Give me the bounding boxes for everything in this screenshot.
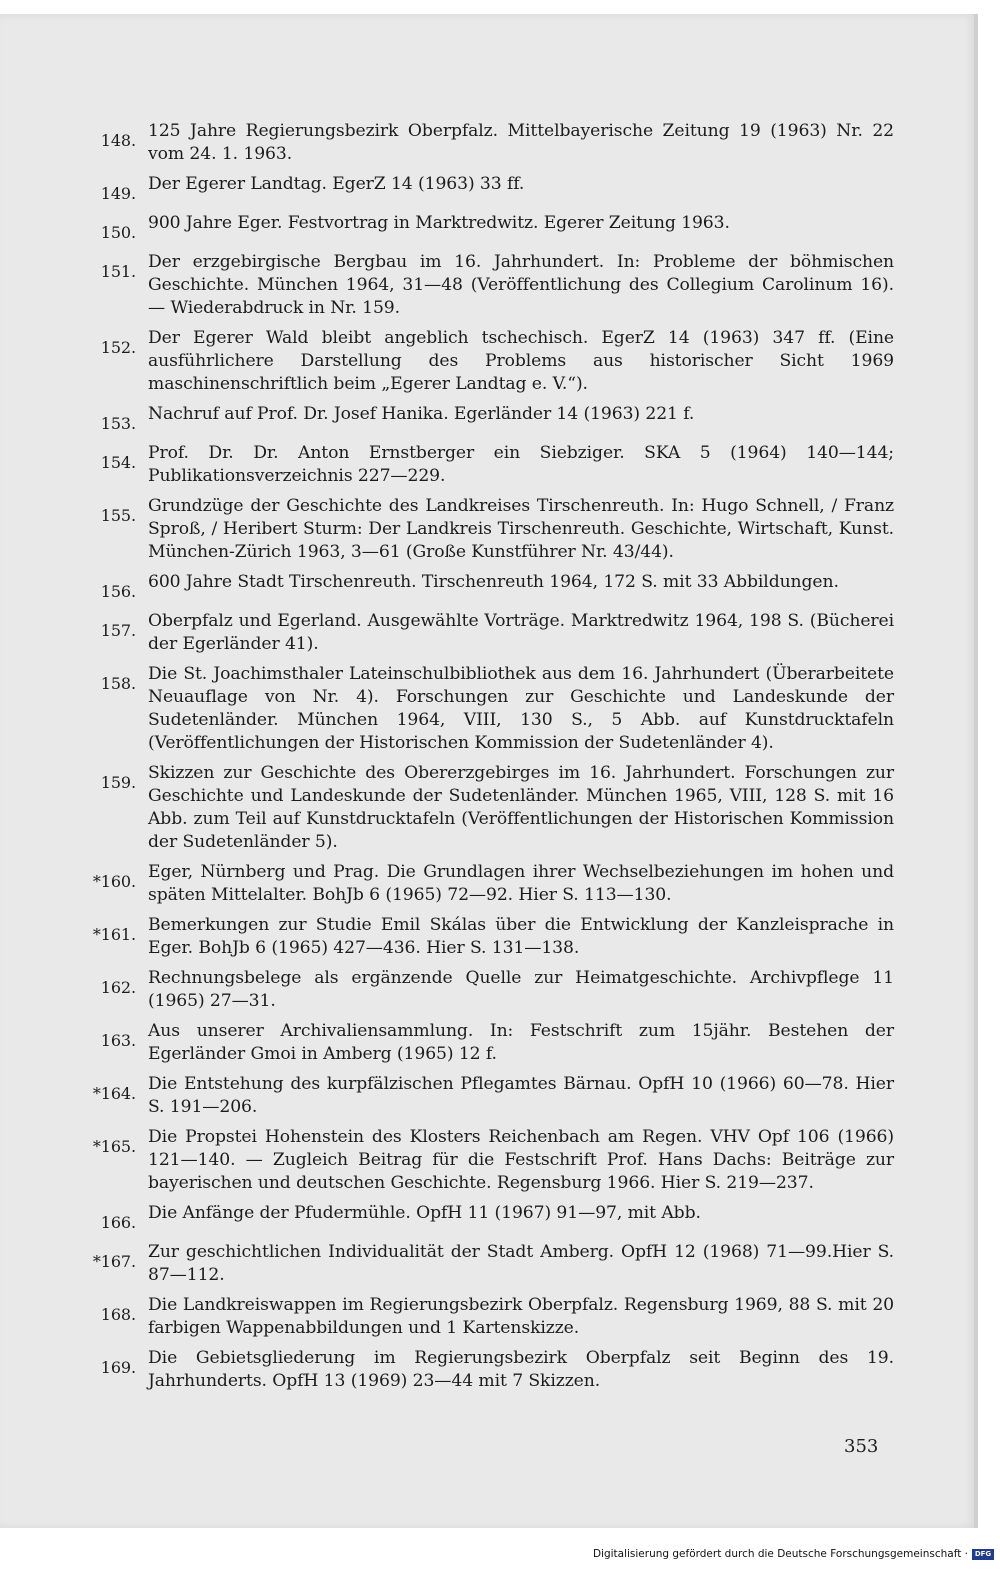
list-item — [82, 1020, 894, 1066]
entry-number: 153. — [100, 414, 136, 433]
entry-text: Aus unserer Archivaliensammlung. In: Festschrift zum 15jähr. Bestehen der Egerländer Gmoi in Amberg (1965) 12 f. — [148, 1021, 894, 1064]
list-item — [82, 914, 894, 960]
entry-number: 148. — [100, 131, 136, 150]
entry-number: *164. — [92, 1084, 136, 1103]
list-item — [82, 1347, 894, 1393]
entry-text: Grundzüge der Geschichte des Landkreises Tirschenreuth. In: Hugo Schnell, / Franz Sproß, / Heribert Sturm: Der Landkreis Tirschenreuth. Geschichte, Wirtschaft, Kunst. München-Zürich 1963, 3—61 (Große Kunstführer Nr. 43/44). — [148, 496, 894, 562]
list-item — [82, 967, 894, 1013]
entry-number: 157. — [100, 621, 136, 640]
entry-text: Der Egerer Landtag. EgerZ 14 (1963) 33 ff. — [148, 174, 525, 194]
entry-number: 163. — [100, 1031, 136, 1050]
list-item — [82, 610, 894, 656]
entry-text: Zur geschichtlichen Individualität der Stadt Amberg. OpfH 12 (1968) 71—99.Hier S. 87—112. — [148, 1242, 894, 1285]
entry-text: Eger, Nürnberg und Prag. Die Grundlagen ihrer Wechselbeziehungen im hohen und späten Mittelalter. BohJb 6 (1965) 72—92. Hier S. 113—130. — [148, 862, 894, 905]
list-item — [82, 173, 894, 205]
entry-text: Die Entstehung des kurpfälzischen Pflegamtes Bärnau. OpfH 10 (1966) 60—78. Hier S. 191—206. — [148, 1074, 894, 1117]
list-item — [82, 120, 894, 166]
list-item — [82, 442, 894, 488]
entry-number: *167. — [92, 1252, 136, 1271]
entry-number: 151. — [100, 262, 136, 281]
entry-text: Die St. Joachimsthaler Lateinschulbibliothek aus dem 16. Jahrhundert (Überarbeitete Neuauflage von Nr. 4). Forschungen zur Geschichte und Landeskunde der Sudetenländer. München 1964, VIII, 130 S., 5 Abb. auf Kunstdrucktafeln (Veröffentlichungen der Historischen Kommission der Sudetenländer 4). — [148, 664, 894, 753]
entry-text: Skizzen zur Geschichte des Obererzgebirges im 16. Jahrhundert. Forschungen zur Geschichte und Landeskunde der Sudetenländer. München 1965, VIII, 128 S. mit 16 Abb. zum Teil auf Kunstdrucktafeln (Veröffentlichungen der Historischen Kommission der Sudetenländer 5). — [148, 763, 894, 852]
list-item — [82, 212, 894, 244]
list-item — [82, 762, 894, 854]
entry-text: Die Propstei Hohenstein des Klosters Reichenbach am Regen. VHV Opf 106 (1966) 121—140. — Zugleich Beitrag für die Festschrift Prof. Hans Dachs: Beiträge zur bayerischen und deutschen Geschichte. Regensburg 1966. Hier S. 219—237. — [148, 1127, 894, 1193]
entry-number: 154. — [100, 453, 136, 472]
list-item — [82, 1073, 894, 1119]
entry-number: 150. — [100, 223, 136, 242]
entry-text: Bemerkungen zur Studie Emil Skálas über die Entwicklung der Kanzleisprache in Eger. BohJb 6 (1965) 427—436. Hier S. 131—138. — [148, 915, 894, 958]
entry-number: 169. — [100, 1358, 136, 1377]
entry-number: 155. — [100, 506, 136, 525]
entry-number: 159. — [100, 773, 136, 792]
list-item — [82, 1241, 894, 1287]
entry-text: 900 Jahre Eger. Festvortrag in Marktredwitz. Egerer Zeitung 1963. — [148, 213, 730, 233]
list-item — [82, 1202, 894, 1234]
entry-number: *160. — [92, 872, 136, 891]
entry-text: Rechnungsbelege als ergänzende Quelle zur Heimatgeschichte. Archivpflege 11 (1965) 27—31. — [148, 968, 894, 1011]
entry-number: *161. — [92, 925, 136, 944]
page-number: 353 — [844, 1436, 879, 1457]
entry-text: Der Egerer Wald bleibt angeblich tschechisch. EgerZ 14 (1963) 347 ff. (Eine ausführlichere Darstellung des Problems aus historischer Sicht 1969 maschinenschriftlich beim „Egerer Landtag e. V.“). — [148, 328, 894, 394]
entry-number: 158. — [100, 674, 136, 693]
list-item — [82, 571, 894, 603]
entry-text: Die Landkreiswappen im Regierungsbezirk Oberpfalz. Regensburg 1969, 88 S. mit 20 farbigen Wappenabbildungen und 1 Kartenskizze. — [148, 1295, 894, 1338]
entry-number: 156. — [100, 582, 136, 601]
entry-text: 600 Jahre Stadt Tirschenreuth. Tirschenreuth 1964, 172 S. mit 33 Abbildungen. — [148, 572, 839, 592]
entry-text: Prof. Dr. Dr. Anton Ernstberger ein Siebziger. SKA 5 (1964) 140—144; Publikationsverzeichnis 227—229. — [148, 443, 894, 486]
entry-text: Der erzgebirgische Bergbau im 16. Jahrhundert. In: Probleme der böhmischen Geschichte. München 1964, 31—48 (Veröffentlichung des Collegium Carolinum 16). — Wiederabdruck in Nr. 159. — [148, 252, 894, 318]
bibliography-list — [82, 120, 894, 1400]
entry-text: Die Anfänge der Pfudermühle. OpfH 11 (1967) 91—97, mit Abb. — [148, 1203, 701, 1223]
entry-text: 125 Jahre Regierungsbezirk Oberpfalz. Mittelbayerische Zeitung 19 (1963) Nr. 22 vom 24. 1. 1963. — [148, 121, 894, 164]
list-item — [82, 251, 894, 320]
list-item — [82, 1294, 894, 1340]
digitization-footer — [593, 1548, 994, 1560]
list-item — [82, 861, 894, 907]
list-item — [82, 1126, 894, 1195]
entry-number: 168. — [100, 1305, 136, 1324]
entry-number: 152. — [100, 338, 136, 357]
entry-number: *165. — [92, 1137, 136, 1156]
list-item — [82, 327, 894, 396]
entry-number: 149. — [100, 184, 136, 203]
entry-number: 162. — [100, 978, 136, 997]
page-edge — [974, 14, 978, 1528]
list-item — [82, 495, 894, 564]
entry-text: Oberpfalz und Egerland. Ausgewählte Vorträge. Marktredwitz 1964, 198 S. (Bücherei der Egerländer 41). — [148, 611, 894, 654]
entry-text: Die Gebietsgliederung im Regierungsbezirk Oberpfalz seit Beginn des 19. Jahrhunderts. OpfH 13 (1969) 23—44 mit 7 Skizzen. — [148, 1348, 894, 1391]
list-item — [82, 403, 894, 435]
list-item — [82, 663, 894, 755]
footer-text: Digitalisierung gefördert durch die Deutsche Forschungsgemeinschaft · — [592, 1548, 968, 1560]
entry-text: Nachruf auf Prof. Dr. Josef Hanika. Egerländer 14 (1963) 221 f. — [148, 404, 695, 424]
dfg-logo-icon: DFG — [972, 1549, 994, 1560]
entry-number: 166. — [100, 1213, 136, 1232]
